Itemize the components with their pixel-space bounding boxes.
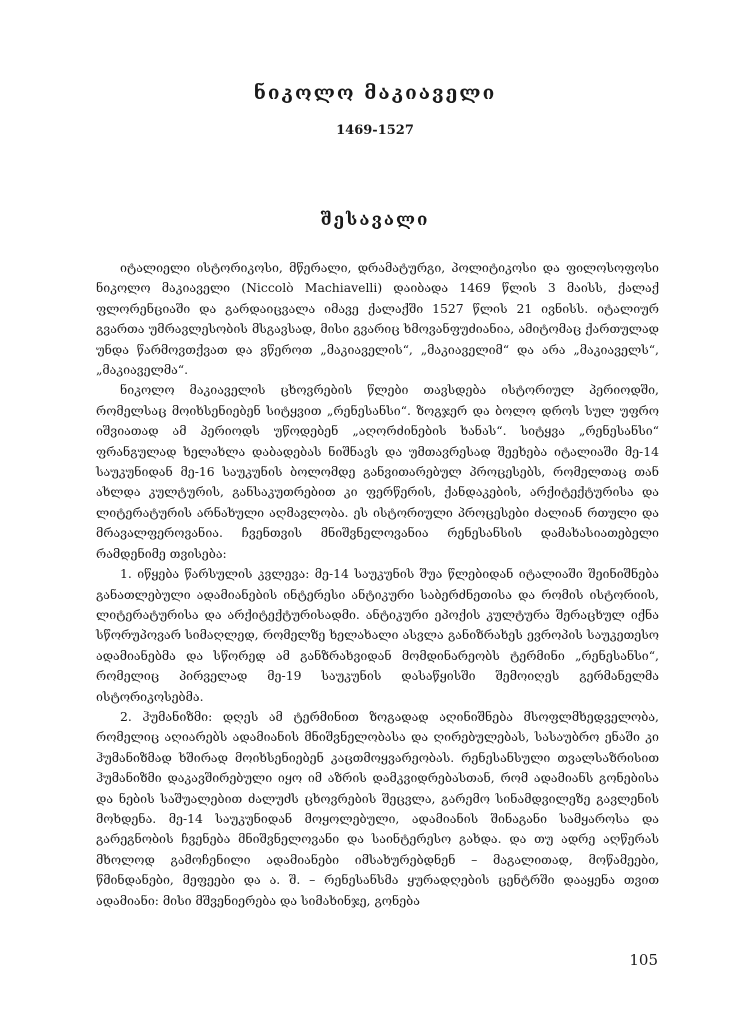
paragraph: 2. ჰუმანიზმი: დღეს ამ ტერმინით ზოგადად აღინიშნება მსოფლმხედველობა, რომელიც აღიარებს ადამიანის მნიშვნელობასა და ღირებულებას, სასაუბრო ენაში კი ჰუმანიზმად ხშირად მოიხსენიებენ კაცთმოყვარეობას. რენესანსული თვალსაზრისით ჰუმანიზმი დაკავშირებული იყო იმ აზრის დამკვიდრებასთან, რომ ადამიანს გონებისა და ნების საშუალებით ძალუძს ცხოვრების შეცვლა, გარემო სინამდვილეზე გავლენის მოხდენა. მე-14 საუკუნიდან მოყოლებული, ადამიანის შინაგანი სამყაროსა და გარეგნობის ჩვენება მნიშვნელოვანი და საინტერესო გახდა. და თუ ადრე აღწერას მხოლოდ გამოჩენილი ადამიანები იმსახურებდნენ – მაგალითად, მოწამეები, წმინდანები, მეფეები და ა. შ. – რენესანსმა ყურადღების ცენტრში დააყენა თვით ადამიანი: მისი მშვენიერება და სიმახინჯე, გონება bbox=[96, 708, 659, 908]
life-years: 1469-1527 bbox=[336, 123, 414, 138]
paragraph: ნიკოლო მაკიაველის ცხოვრების წლები თავსდება ისტორიულ პერიოდში, რომელსაც მოიხსენიებენ სიტყვით „რენესანსი“. ზოგჯერ და ბოლო დროს სულ უფრო იშვიათად ამ პერიოდს უწოდებენ „აღორძინების ხანას“. სიტყვა „რენესანსი“ ფრანგულად ხელახლა დაბადებას ნიშნავს და უმთავრესად შეეხება იტალიაში მე-14 საუკუნიდან მე-16 საუკუნის ბოლომდე განვითარებულ პროცესებს, რომელთაც თან ახლდა კულტურის, განსაკუთრებით კი ფერწერის, ქანდაკების, არქიტექტურისა და ლიტერატურის არნახული აღმავლობა. ეს ისტორიული პროცესები ძალიან რთული და მრავალფეროვანია. ჩვენთვის მნიშვნელოვანია რენესანსის დამახასიათებელი რამდენიმე თვისება: bbox=[96, 382, 659, 561]
paragraph: იტალიელი ისტორიკოსი, მწერალი, დრამატურგი, პოლიტიკოსი და ფილოსოფოსი ნიკოლო მაკიაველი (Niccolò Machiavelli) დაიბადა 1469 წლის 3 მაისს, ქალაქ ფლორენციაში და გარდაიცვალა იმავე ქალაქში 1527 წლის 21 ივნისს. იტალიურ გვართა უმრავლესობის მსგავსად, მისი გვარიც ხმოვანფუძიანია, ამიტომაც ქართულად უნდა წარმოვთქვათ და ვწეროთ „მაკიაველის“, „მაკიაველიმ“ და არა „მაკიაველს“, „მაკიაველმა“. bbox=[96, 260, 659, 378]
section-heading: შესავალი bbox=[320, 210, 430, 230]
page-number: 105 bbox=[629, 951, 658, 969]
body-text bbox=[96, 258, 659, 911]
paragraph: 1. იწყება წარსულის კვლევა: მე-14 საუკუნის შუა წლებიდან იტალიაში შეინიშნება განათლებული ადამიანების ინტერესი ანტიკური საბერძნეთისა და რომის ისტორიის, ლიტერატურისა და არქიტექტურისადმი. ანტიკური ეპოქის კულტურა შერაცხულ იქნა სწორუპოვარ სიმაღლედ, რომელზე ხელახალი ასვლა განიზრახეს ევროპის საუკეთესო ადამიანებმა და სწორედ ამ განზრახვიდან მომდინარეობს ტერმინი „რენესანსი“, რომელიც პირველად მე-19 საუკუნის დასაწყისში შემოიღეს გერმანელმა ისტორიკოსებმა. bbox=[96, 566, 659, 704]
document-title: ნიკოლო მაკიაველი bbox=[253, 82, 497, 104]
